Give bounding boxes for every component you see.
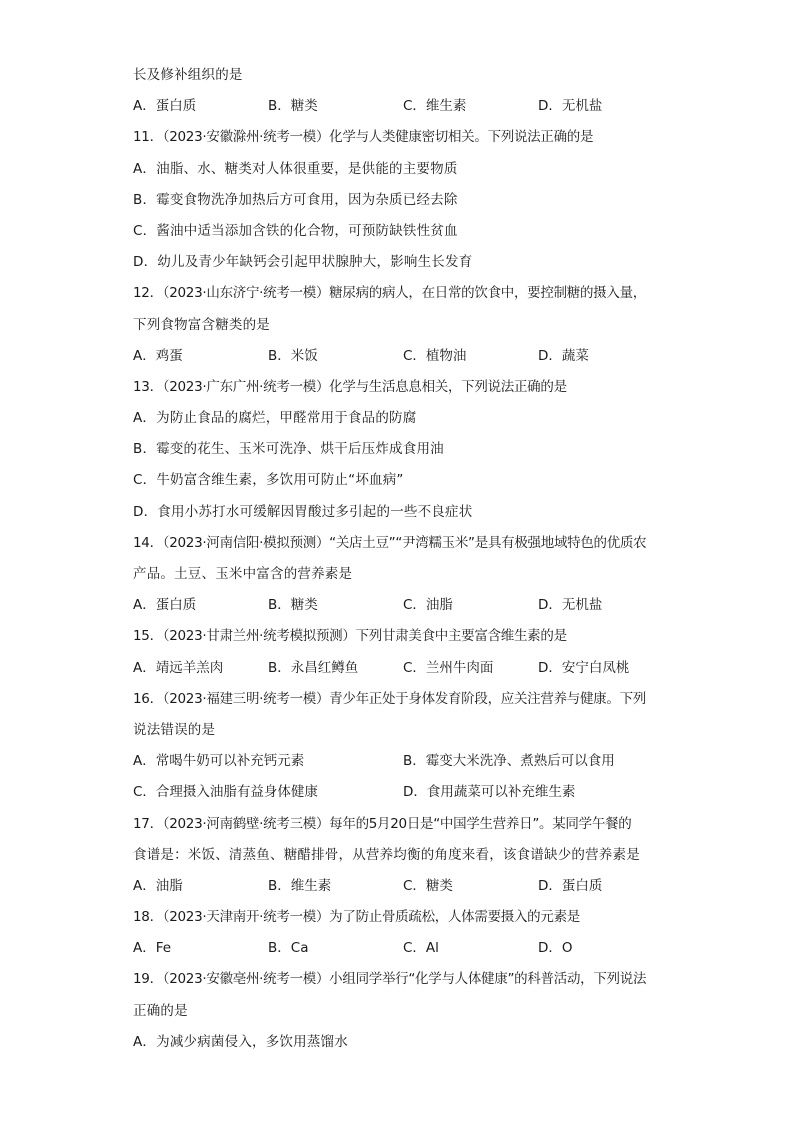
question-12-stem: 12．（2023·山东济宁·统考一模）糖尿病的病人，在日常的饮食中，要控制糖的摄入量， [133, 285, 646, 302]
option-d: D．安宁白凤桃 [538, 659, 630, 676]
option-b: B．糖类 [268, 98, 318, 115]
option-d: D．无机盐 [538, 597, 603, 614]
text-line: B．霉变的花生、玉米可洗净、烘干后压炸成食用油 [133, 441, 444, 458]
option-a: A．常喝牛奶可以补充钙元素 [133, 753, 305, 770]
option-b: B．糖类 [268, 597, 318, 614]
option-d: D．蔬菜 [538, 347, 589, 364]
option-a: A．蛋白质 [133, 98, 197, 115]
option-row [133, 935, 673, 966]
option-b: B．Ca [268, 940, 309, 957]
question-19-stem: 19．（2023·安徽亳州·统考一模）小组同学举行“化学与人体健康”的科普活动，下列说法 [133, 971, 647, 988]
question-17-stem: 17．（2023·河南鹤壁·统考三模）每年的5月20日是“中国学生营养日”。某同学午餐的 [133, 815, 632, 832]
option-d: D．O [538, 940, 573, 957]
question-11-stem: 11．（2023·安徽滁州·统考一模）化学与人类健康密切相关。下列说法正确的是 [133, 129, 594, 146]
text-line: 长及修补组织的是 [133, 67, 243, 83]
option-a: A．Fe [133, 940, 172, 957]
text-line: D．食用小苏打水可缓解因胃酸过多引起的一些不良症状 [133, 503, 473, 520]
option-a: A．靖远羊羔肉 [133, 659, 224, 676]
text-line: A．油脂、水、糖类对人体很重要，是供能的主要物质 [133, 160, 458, 177]
option-b: B．米饭 [268, 347, 318, 364]
option-row [133, 655, 673, 686]
option-d: D．食用蔬菜可以补充维生素 [403, 784, 576, 801]
option-c: C．糖类 [403, 877, 453, 894]
question-13-stem: 13．（2023·广东广州·统考一模）化学与生活息息相关，下列说法正确的是 [133, 378, 567, 395]
option-b: B．霉变大米洗净、煮熟后可以食用 [403, 753, 615, 770]
question-14-stem: 14．（2023·河南信阳·模拟预测）“关店土豆”“尹湾糯玉米”是具有极强地域特色的优质农 [133, 534, 647, 551]
text-line: 下列食物富含糖类的是 [133, 316, 270, 333]
text-line: 说法错误的是 [133, 721, 216, 738]
option-row [133, 748, 673, 779]
text-line: D．幼儿及青少年缺钙会引起甲状腺肿大，影响生长发育 [133, 254, 473, 271]
option-c: C．兰州牛肉面 [403, 659, 494, 676]
option-c: C．合理摄入油脂有益身体健康 [133, 784, 318, 801]
question-15-stem: 15．（2023·甘肃兰州·统考模拟预测）下列甘肃美食中主要富含维生素的是 [133, 628, 567, 645]
option-a: A．蛋白质 [133, 597, 197, 614]
question-list [133, 62, 673, 1060]
text-line: B．霉变食物洗净加热后方可食用，因为杂质已经去除 [133, 191, 458, 208]
option-c: C．Al [403, 940, 439, 957]
option-row [133, 93, 673, 124]
text-line: 正确的是 [133, 1002, 188, 1019]
option-d: D．蛋白质 [538, 877, 603, 894]
option-a: A．油脂 [133, 877, 183, 894]
option-b: B．维生素 [268, 877, 332, 894]
question-18-stem: 18．（2023·天津南开·统考一模）为了防止骨质疏松，人体需要摄入的元素是 [133, 909, 580, 926]
option-d: D．无机盐 [538, 98, 603, 115]
text-line: 产品。土豆、玉米中富含的营养素是 [133, 566, 353, 582]
option-c: C．维生素 [403, 98, 467, 115]
text-line: C．酱油中适当添加含铁的化合物，可预防缺铁性贫血 [133, 222, 458, 239]
text-line: C．牛奶富含维生素，多饮用可防止“坏血病” [133, 472, 404, 489]
option-c: C．植物油 [403, 347, 467, 364]
option-row [133, 873, 673, 904]
text-line: A．为防止食品的腐烂，甲醛常用于食品的防腐 [133, 410, 417, 427]
text-line: A．为减少病菌侵入，多饮用蒸馏水 [133, 1033, 348, 1050]
question-16-stem: 16．（2023·福建三明·统考一模）青少年正处于身体发育阶段，应关注营养与健康。下列 [133, 690, 646, 707]
option-c: C．油脂 [403, 597, 453, 614]
option-row [133, 779, 673, 810]
option-row [133, 592, 673, 623]
text-line: 食谱是：米饭、清蒸鱼、糖醋排骨，从营养均衡的角度来看，该食谱缺少的营养素是 [133, 846, 640, 863]
option-row [133, 343, 673, 374]
option-a: A．鸡蛋 [133, 347, 183, 364]
option-b: B．永昌红鳟鱼 [268, 659, 359, 676]
